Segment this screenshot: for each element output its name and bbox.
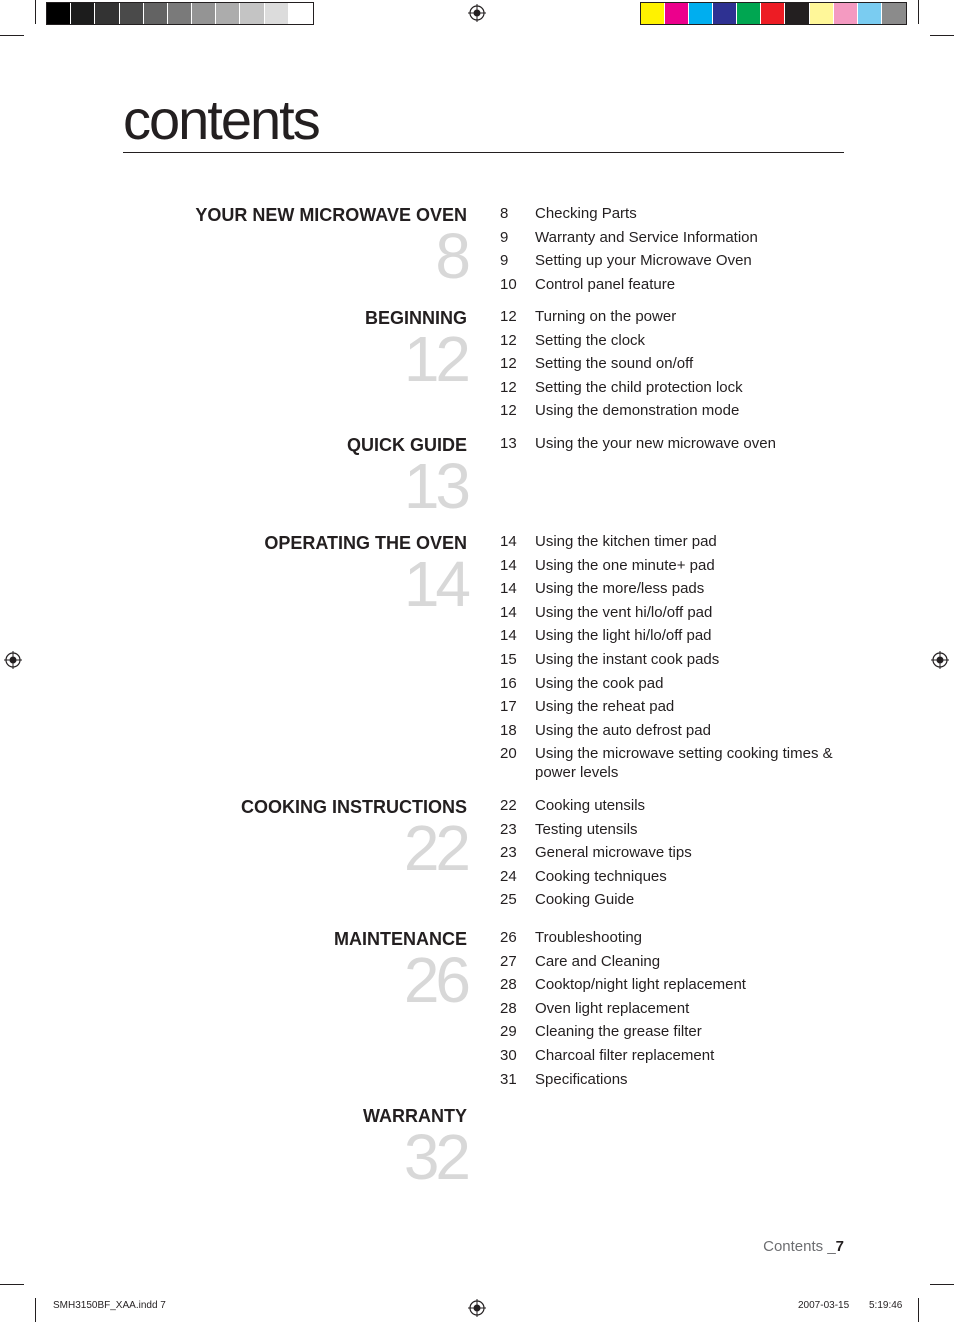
toc-entry[interactable] xyxy=(500,626,850,645)
entry-page: 29 xyxy=(500,1023,517,1041)
color-swatch xyxy=(192,3,216,24)
entry-text: Using the demonstration mode xyxy=(535,402,740,420)
registration-target-icon xyxy=(468,4,486,22)
entry-text: Checking Parts xyxy=(535,205,637,222)
section-title: BEGINNING xyxy=(364,308,467,328)
color-swatch xyxy=(665,3,689,24)
section-number: 13 xyxy=(403,450,467,522)
entry-page: 12 xyxy=(500,355,517,373)
entry-page: 17 xyxy=(500,698,517,716)
entry-page: 31 xyxy=(500,1070,517,1088)
footer-page-number: 7 xyxy=(835,1238,844,1255)
toc-entry[interactable] xyxy=(500,650,850,669)
color-swatch xyxy=(882,3,906,24)
entry-text: Cleaning the grease filter xyxy=(535,1023,702,1041)
toc-entry[interactable] xyxy=(500,275,850,294)
entry-page: 22 xyxy=(500,797,517,814)
color-swatch xyxy=(289,3,313,24)
toc-entry[interactable] xyxy=(500,674,850,693)
toc-entry[interactable] xyxy=(500,354,850,373)
entry-page: 12 xyxy=(500,331,517,349)
section-title: WARRANTY xyxy=(363,1106,467,1126)
entry-text: Setting up your Microwave Oven xyxy=(535,252,752,270)
crop-mark xyxy=(930,35,954,36)
entry-text: Control panel feature xyxy=(535,275,676,293)
toc-entry[interactable] xyxy=(500,975,850,994)
entry-page: 18 xyxy=(500,721,517,739)
toc-entry[interactable] xyxy=(500,843,850,862)
entry-text: Cooking techniques xyxy=(535,867,667,885)
entry-text: Troubleshooting xyxy=(535,929,643,946)
entry-text: Care and Cleaning xyxy=(535,952,661,970)
section-title: MAINTENANCE xyxy=(334,929,467,949)
footer-label: Contents _ xyxy=(763,1238,836,1255)
color-swatch xyxy=(120,3,144,24)
entry-page: 8 xyxy=(500,205,509,222)
entry-text: Setting the sound on/off xyxy=(535,355,694,373)
toc-entry[interactable] xyxy=(500,532,850,551)
entry-page: 28 xyxy=(500,999,517,1017)
entry-text: Cooktop/night light replacement xyxy=(535,976,746,994)
entry-text: Using the reheat pad xyxy=(535,698,675,716)
color-swatch xyxy=(144,3,168,24)
toc-entry[interactable] xyxy=(500,579,850,598)
entry-text: Specifications xyxy=(535,1070,628,1088)
toc-entry[interactable] xyxy=(500,401,850,420)
entry-text: Using the cook pad xyxy=(535,674,664,692)
toc-entry[interactable] xyxy=(500,697,850,716)
registration-target-icon xyxy=(4,651,22,669)
section-number: 12 xyxy=(403,323,467,395)
entry-text: Using the microwave setting cooking times & power levels xyxy=(535,745,833,782)
section-number: 8 xyxy=(435,220,467,292)
color-swatch xyxy=(834,3,858,24)
toc-entry[interactable] xyxy=(500,928,850,947)
entry-page: 12 xyxy=(500,378,517,396)
color-swatch xyxy=(240,3,264,24)
section-title: OPERATING THE OVEN xyxy=(264,533,467,553)
color-swatch xyxy=(761,3,785,24)
entry-page: 24 xyxy=(500,867,517,885)
color-swatch xyxy=(737,3,761,24)
toc-entry[interactable] xyxy=(500,820,850,839)
toc-entry[interactable] xyxy=(500,890,850,909)
entry-text: Cooking Guide xyxy=(535,891,635,909)
entry-page: 14 xyxy=(500,556,517,574)
entry-page: 14 xyxy=(500,533,517,550)
toc-entry[interactable] xyxy=(500,1046,850,1065)
color-swatch xyxy=(713,3,737,24)
registration-target-icon xyxy=(468,1299,486,1317)
title-rule xyxy=(123,152,844,153)
color-swatch xyxy=(47,3,71,24)
entry-page: 27 xyxy=(500,952,517,970)
toc-entry[interactable] xyxy=(500,251,850,270)
page-title: contents xyxy=(123,88,319,151)
section-number: 32 xyxy=(403,1121,467,1193)
color-swatch xyxy=(810,3,834,24)
toc-entry[interactable] xyxy=(500,331,850,350)
slug-date: 2007-03-15 xyxy=(798,1300,850,1311)
entry-text: Cooking utensils xyxy=(535,797,646,814)
section-title: YOUR NEW MICROWAVE OVEN xyxy=(195,205,467,225)
slug-time: 5:19:46 xyxy=(869,1300,903,1311)
color-swatch xyxy=(689,3,713,24)
toc-entry[interactable] xyxy=(500,228,850,247)
entry-text: Oven light replacement xyxy=(535,999,690,1017)
entry-page: 9 xyxy=(500,228,509,246)
toc-entry[interactable] xyxy=(500,434,850,453)
color-swatch xyxy=(216,3,240,24)
toc-entry[interactable] xyxy=(500,796,850,815)
entry-text: Setting the clock xyxy=(535,331,646,349)
entry-text: Using the more/less pads xyxy=(535,580,705,598)
entry-page: 14 xyxy=(500,627,517,645)
entry-page: 13 xyxy=(500,435,517,452)
color-swatch xyxy=(785,3,809,24)
toc-entry[interactable] xyxy=(500,721,850,740)
entry-page: 10 xyxy=(500,275,517,293)
toc-entry[interactable] xyxy=(500,1070,850,1089)
crop-mark xyxy=(918,0,919,24)
registration-target-icon xyxy=(931,651,949,669)
color-swatch xyxy=(265,3,289,24)
page-footer xyxy=(763,1238,844,1255)
color-swatch xyxy=(71,3,95,24)
entry-page: 23 xyxy=(500,844,517,862)
entry-page: 12 xyxy=(500,308,517,325)
entry-page: 12 xyxy=(500,402,517,420)
crop-mark xyxy=(918,1298,919,1322)
entry-text: Using the auto defrost pad xyxy=(535,721,711,739)
toc-entry[interactable] xyxy=(500,867,850,886)
gray-calibration-bar xyxy=(46,2,314,25)
entry-text: Warranty and Service Information xyxy=(535,228,758,246)
toc-entry[interactable] xyxy=(500,744,850,782)
toc-entry[interactable] xyxy=(500,1022,850,1041)
section-number: 14 xyxy=(403,548,467,620)
color-calibration-bar xyxy=(640,2,907,25)
toc-entry[interactable] xyxy=(500,556,850,575)
entry-page: 15 xyxy=(500,650,517,668)
entry-text: General microwave tips xyxy=(535,844,692,862)
entry-page: 23 xyxy=(500,820,517,838)
entry-text: Using the light hi/lo/off pad xyxy=(535,627,712,645)
entry-page: 16 xyxy=(500,674,517,692)
toc-entry[interactable] xyxy=(500,952,850,971)
entry-page: 28 xyxy=(500,976,517,994)
toc-entry[interactable] xyxy=(500,603,850,622)
entry-page: 14 xyxy=(500,603,517,621)
entry-page: 20 xyxy=(500,745,517,763)
entry-text: Turning on the power xyxy=(535,308,677,325)
entry-page: 9 xyxy=(500,252,509,270)
toc-entry[interactable] xyxy=(500,378,850,397)
crop-mark xyxy=(0,1284,24,1285)
crop-mark xyxy=(0,35,24,36)
entry-page: 30 xyxy=(500,1046,517,1064)
color-swatch xyxy=(858,3,882,24)
entry-text: Using the kitchen timer pad xyxy=(535,533,717,550)
entry-text: Setting the child protection lock xyxy=(535,378,743,396)
entry-page: 25 xyxy=(500,891,517,909)
entry-page: 26 xyxy=(500,929,517,946)
entry-text: Using the instant cook pads xyxy=(535,650,720,668)
section-title: QUICK GUIDE xyxy=(346,435,467,455)
entry-text: Charcoal filter replacement xyxy=(535,1046,715,1064)
entry-text: Using the vent hi/lo/off pad xyxy=(535,603,713,621)
toc-entry[interactable] xyxy=(500,204,850,223)
section-number: 22 xyxy=(403,812,467,884)
color-swatch xyxy=(641,3,665,24)
entry-text: Using the your new microwave oven xyxy=(535,435,776,452)
crop-mark xyxy=(35,0,36,24)
crop-mark xyxy=(930,1284,954,1285)
toc-entry[interactable] xyxy=(500,307,850,326)
section-title: COOKING INSTRUCTIONS xyxy=(240,797,467,817)
entry-text: Testing utensils xyxy=(535,820,638,838)
section-number: 26 xyxy=(403,944,467,1016)
toc-entry[interactable] xyxy=(500,999,850,1018)
color-swatch xyxy=(168,3,192,24)
entry-text: Using the one minute+ pad xyxy=(535,556,715,574)
color-swatch xyxy=(95,3,119,24)
entry-page: 14 xyxy=(500,580,517,598)
slug-file: SMH3150BF_XAA.indd 7 xyxy=(53,1300,166,1311)
crop-mark xyxy=(35,1298,36,1322)
